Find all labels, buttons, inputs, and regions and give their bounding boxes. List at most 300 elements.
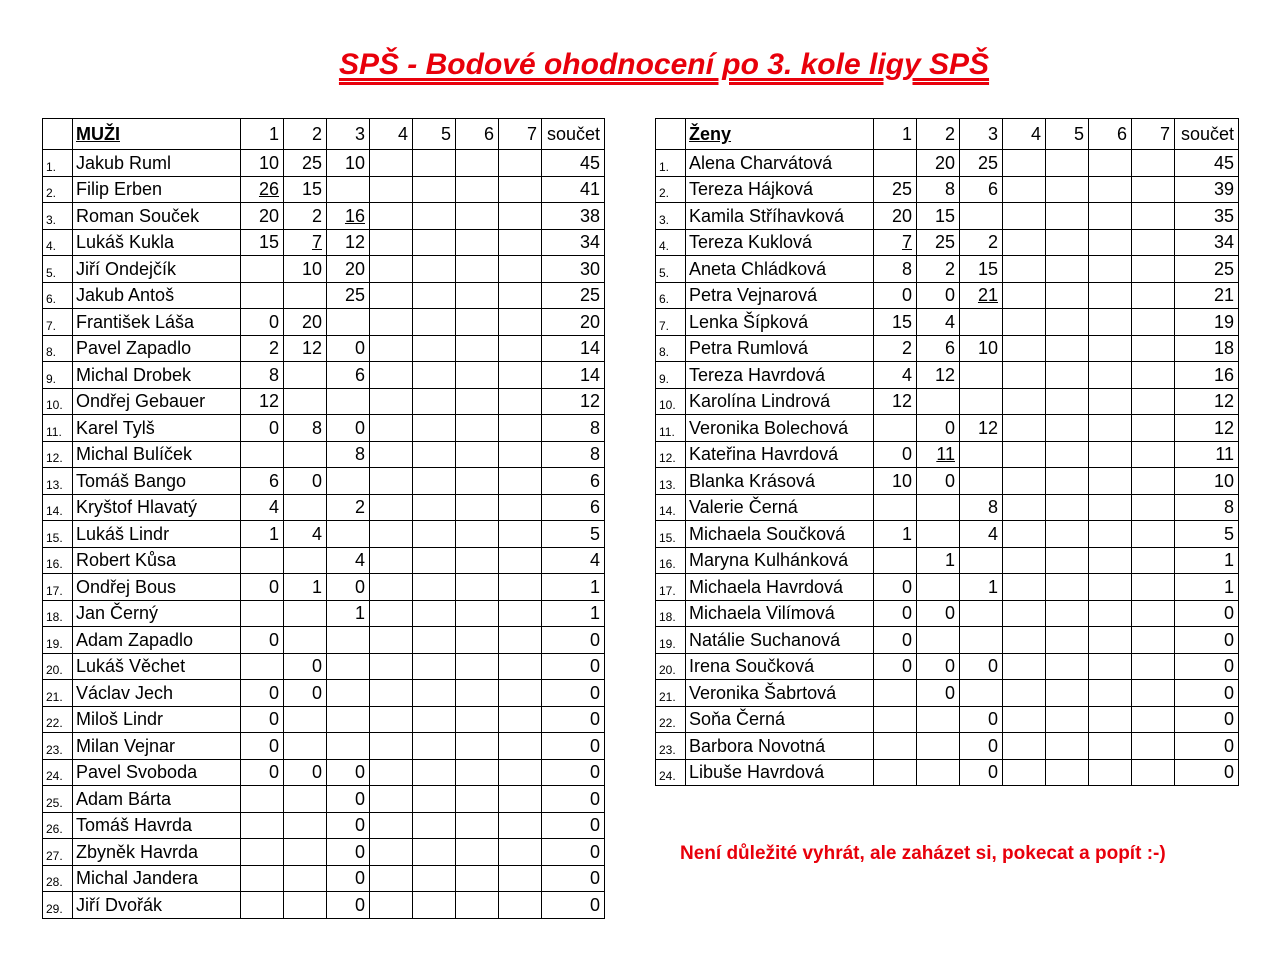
round-score [1003,335,1046,362]
rank-cell: 14. [43,494,73,521]
player-name: Jan Černý [73,600,241,627]
round-score: 12 [284,335,327,362]
player-name: Veronika Bolechová [686,415,874,442]
rank-cell: 22. [656,706,686,733]
table-row [43,335,605,362]
player-name: Michaela Součková [686,521,874,548]
round-score [917,733,960,760]
round-score [1089,309,1132,336]
round-score [413,415,456,442]
round-score: 0 [241,415,284,442]
round-score [284,865,327,892]
round-score [241,865,284,892]
round-score [1003,441,1046,468]
rank-cell: 5. [43,256,73,283]
round-score: 4 [327,547,370,574]
round-score [499,627,542,654]
round-score [1046,521,1089,548]
round-score [1046,415,1089,442]
round-header: 6 [456,119,499,150]
round-score [960,441,1003,468]
rank-cell: 12. [43,441,73,468]
round-score: 0 [241,309,284,336]
round-header: 2 [917,119,960,150]
total-score: 45 [1175,150,1239,177]
round-score [874,759,917,786]
table-row [656,653,1239,680]
round-score [1046,494,1089,521]
round-score: 20 [874,203,917,230]
player-name: Václav Jech [73,680,241,707]
round-score [1089,706,1132,733]
round-score: 0 [284,759,327,786]
round-score [1003,309,1046,336]
table-row [43,733,605,760]
round-score [456,150,499,177]
round-score [370,150,413,177]
round-score [1089,441,1132,468]
round-score [370,388,413,415]
player-name: Filip Erben [73,176,241,203]
round-score: 8 [241,362,284,389]
round-score [499,176,542,203]
round-score [284,812,327,839]
round-score [1003,733,1046,760]
total-score: 0 [1175,733,1239,760]
round-score [499,309,542,336]
player-name: Blanka Krásová [686,468,874,495]
round-score [960,362,1003,389]
table-row [43,706,605,733]
round-score [1132,388,1175,415]
round-score: 0 [960,759,1003,786]
table-row [43,547,605,574]
round-score [1132,229,1175,256]
total-score: 45 [542,150,605,177]
player-name: Maryna Kulhánková [686,547,874,574]
round-score [1046,203,1089,230]
round-score: 0 [960,653,1003,680]
rank-cell: 4. [656,229,686,256]
round-score [370,759,413,786]
rank-cell: 8. [43,335,73,362]
table-row [43,388,605,415]
round-score [327,468,370,495]
round-score [1003,282,1046,309]
round-score [1046,309,1089,336]
table-row [656,574,1239,601]
round-score: 15 [874,309,917,336]
round-score [499,335,542,362]
round-score [1132,282,1175,309]
round-score [499,229,542,256]
round-score [370,627,413,654]
total-score: 35 [1175,203,1239,230]
rank-cell: 3. [656,203,686,230]
table-row [656,680,1239,707]
round-score [499,892,542,919]
total-score: 12 [1175,415,1239,442]
round-score [456,733,499,760]
total-score: 12 [542,388,605,415]
header-row [43,119,605,150]
player-name: Jakub Ruml [73,150,241,177]
round-score [1046,680,1089,707]
round-score [456,759,499,786]
round-score [1089,547,1132,574]
player-name: Tereza Havrdová [686,362,874,389]
player-name: Karel Tylš [73,415,241,442]
rank-cell: 18. [43,600,73,627]
round-score [499,839,542,866]
total-score: 1 [542,574,605,601]
round-score [413,388,456,415]
round-score [413,468,456,495]
round-score [1132,362,1175,389]
round-score [456,786,499,813]
rank-cell: 23. [656,733,686,760]
round-score [1132,627,1175,654]
round-score [1089,229,1132,256]
round-score [456,309,499,336]
round-score: 6 [241,468,284,495]
round-score [456,680,499,707]
table-row [43,176,605,203]
round-score [1132,256,1175,283]
table-row [656,547,1239,574]
round-score: 15 [284,176,327,203]
round-score [1089,203,1132,230]
round-score: 0 [960,706,1003,733]
player-name: Miloš Lindr [73,706,241,733]
round-score [241,176,284,203]
round-score [960,680,1003,707]
round-score [456,176,499,203]
page-title: SPŠ - Bodové ohodnocení po 3. kole ligy SPŠ [338,48,990,81]
round-score [1089,521,1132,548]
player-name: Tomáš Bango [73,468,241,495]
player-name: Tereza Kuklová [686,229,874,256]
round-score [413,600,456,627]
round-score [241,892,284,919]
round-score [874,733,917,760]
player-name: Jakub Antoš [73,282,241,309]
round-score: 10 [241,150,284,177]
round-score [1046,229,1089,256]
player-name: Ondřej Bous [73,574,241,601]
round-score [456,706,499,733]
round-score [1132,653,1175,680]
table-row [43,892,605,919]
table-row [43,441,605,468]
rank-cell: 9. [656,362,686,389]
round-score [370,335,413,362]
total-score: 19 [1175,309,1239,336]
round-score [456,494,499,521]
round-score [1003,706,1046,733]
rank-cell: 20. [43,653,73,680]
round-score [1132,150,1175,177]
round-header: 5 [1046,119,1089,150]
total-score: 18 [1175,335,1239,362]
header-rank-cell [656,119,686,150]
rank-cell: 13. [656,468,686,495]
round-score [917,759,960,786]
player-name: Soňa Černá [686,706,874,733]
player-name: Lukáš Věchet [73,653,241,680]
round-score [327,706,370,733]
round-score [413,892,456,919]
round-score [327,627,370,654]
table-row [656,627,1239,654]
rank-cell: 3. [43,203,73,230]
rank-cell: 21. [656,680,686,707]
total-score: 0 [542,706,605,733]
total-score: 0 [542,865,605,892]
round-score: 10 [960,335,1003,362]
table-row [43,150,605,177]
round-score [456,335,499,362]
round-score [413,176,456,203]
total-score: 0 [542,733,605,760]
rank-cell: 16. [43,547,73,574]
table-row [43,786,605,813]
rank-cell: 13. [43,468,73,495]
table-row [656,229,1239,256]
player-name: Natálie Suchanová [686,627,874,654]
round-score [1046,653,1089,680]
round-score: 0 [241,733,284,760]
round-score: 4 [960,521,1003,548]
table-row [43,468,605,495]
rank-cell: 26. [43,812,73,839]
player-name: Pavel Zapadlo [73,335,241,362]
round-score [241,256,284,283]
round-score [370,494,413,521]
round-score [456,627,499,654]
player-name: Lukáš Lindr [73,521,241,548]
total-score: 5 [542,521,605,548]
round-score [327,680,370,707]
header-row [656,119,1239,150]
round-score [370,468,413,495]
rank-cell: 11. [656,415,686,442]
round-score [370,176,413,203]
rank-cell: 17. [43,574,73,601]
round-score [1046,335,1089,362]
rank-cell: 19. [656,627,686,654]
round-score [499,706,542,733]
round-score [1003,627,1046,654]
rank-cell: 11. [43,415,73,442]
round-score: 0 [327,335,370,362]
round-score [284,441,327,468]
round-score [917,441,960,468]
sum-header: součet [542,119,605,150]
round-score [284,733,327,760]
round-score [1132,600,1175,627]
round-score [1132,468,1175,495]
round-score: 1 [327,600,370,627]
round-score: 8 [960,494,1003,521]
round-score [413,362,456,389]
player-name: Karolína Lindrová [686,388,874,415]
round-score: 0 [874,574,917,601]
table-row [43,494,605,521]
round-score [1003,759,1046,786]
round-score [499,680,542,707]
round-score [1003,388,1046,415]
round-score [413,627,456,654]
round-score [1132,759,1175,786]
round-score [370,415,413,442]
round-score [413,786,456,813]
round-score [327,733,370,760]
round-score [1003,229,1046,256]
round-score: 25 [327,282,370,309]
table-row [43,574,605,601]
round-score [874,706,917,733]
round-score [499,547,542,574]
round-score [284,786,327,813]
round-score [456,574,499,601]
round-score [370,733,413,760]
round-score [413,309,456,336]
table-row [43,203,605,230]
round-score: 0 [327,839,370,866]
player-name: Tereza Hájková [686,176,874,203]
total-score: 4 [542,547,605,574]
total-score: 12 [1175,388,1239,415]
round-score [874,415,917,442]
rank-cell: 22. [43,706,73,733]
round-score [284,600,327,627]
round-score [370,839,413,866]
round-score [499,256,542,283]
round-score [499,282,542,309]
player-name: Kryštof Hlavatý [73,494,241,521]
table-row [656,600,1239,627]
round-score: 1 [960,574,1003,601]
round-score [1003,415,1046,442]
round-score [499,388,542,415]
round-score [456,282,499,309]
round-score: 4 [874,362,917,389]
round-score [1046,441,1089,468]
total-score: 0 [1175,653,1239,680]
round-score: 0 [327,574,370,601]
round-score: 0 [327,415,370,442]
rank-cell: 18. [656,600,686,627]
round-score: 0 [327,865,370,892]
total-score: 0 [542,812,605,839]
round-score [1046,388,1089,415]
total-score: 0 [542,839,605,866]
round-score [960,388,1003,415]
round-score [499,574,542,601]
total-score: 0 [1175,706,1239,733]
round-score: 0 [874,653,917,680]
round-score [413,839,456,866]
table-row [43,229,605,256]
round-score [1003,547,1046,574]
table-row [656,494,1239,521]
rank-cell: 7. [656,309,686,336]
table-row [43,256,605,283]
round-score [960,468,1003,495]
total-score: 30 [542,256,605,283]
round-score [413,547,456,574]
total-score: 38 [542,203,605,230]
round-score: 0 [917,282,960,309]
round-score [370,547,413,574]
round-score [1003,680,1046,707]
round-score: 25 [874,176,917,203]
rank-cell: 24. [43,759,73,786]
round-score [456,865,499,892]
round-score [1046,706,1089,733]
round-score [1089,468,1132,495]
round-score: 0 [917,653,960,680]
round-score [413,150,456,177]
round-score [499,362,542,389]
round-score [1089,759,1132,786]
rank-cell: 1. [656,150,686,177]
round-score: 20 [327,256,370,283]
round-score [284,547,327,574]
round-score: 0 [917,680,960,707]
round-score [284,706,327,733]
section-header: MUŽI [73,119,241,150]
round-score: 0 [874,627,917,654]
round-score: 0 [284,468,327,495]
round-score [499,759,542,786]
table-row [43,812,605,839]
best-score: 7 [901,232,912,253]
round-score [874,680,917,707]
total-score: 21 [1175,282,1239,309]
round-score [1089,733,1132,760]
round-header: 3 [327,119,370,150]
round-score: 12 [874,388,917,415]
round-score [1089,680,1132,707]
total-score: 0 [1175,600,1239,627]
round-score: 0 [960,733,1003,760]
round-score [413,282,456,309]
round-header: 7 [1132,119,1175,150]
round-score: 0 [284,680,327,707]
total-score: 0 [1175,627,1239,654]
round-score [1089,256,1132,283]
round-score [241,282,284,309]
round-score [1089,362,1132,389]
rank-cell: 23. [43,733,73,760]
round-score: 1 [874,521,917,548]
round-score: 2 [874,335,917,362]
rank-cell: 25. [43,786,73,813]
round-header: 7 [499,119,542,150]
round-score [284,282,327,309]
player-name: Tomáš Havrda [73,812,241,839]
player-name: Pavel Svoboda [73,759,241,786]
total-score: 34 [542,229,605,256]
round-score [1046,176,1089,203]
round-score [370,256,413,283]
table-row [43,600,605,627]
round-score [456,441,499,468]
round-score [370,865,413,892]
total-score: 0 [1175,680,1239,707]
